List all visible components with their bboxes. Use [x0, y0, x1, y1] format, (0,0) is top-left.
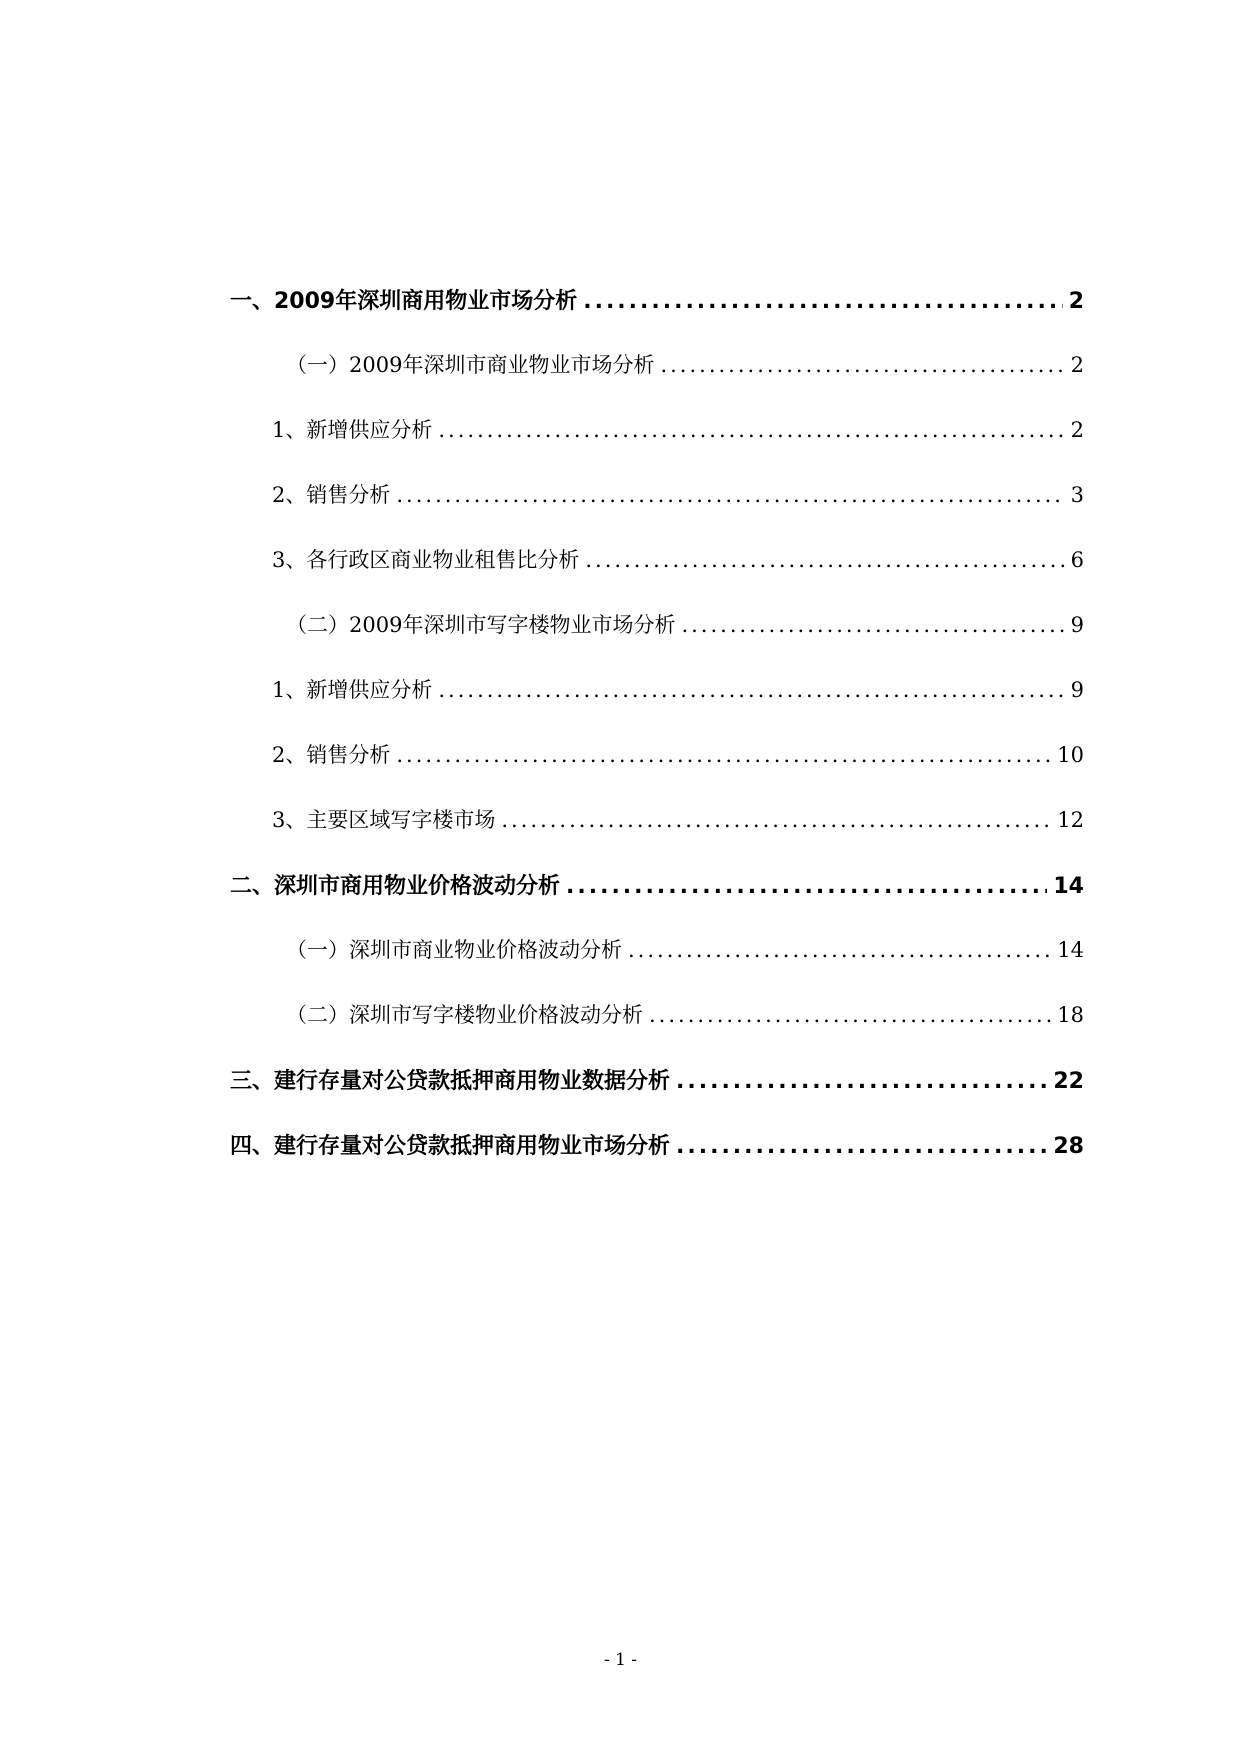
toc-entry-title: 四、建行存量对公贷款抵押商用物业市场分析: [230, 1134, 671, 1159]
toc-entry-title: 2、销售分析: [272, 743, 391, 767]
toc-entry-title: （一）2009年深圳市商业物业市场分析: [286, 353, 655, 377]
toc-entry[interactable]: [230, 284, 1084, 349]
toc-entry[interactable]: [230, 739, 1084, 804]
toc-entry[interactable]: [230, 414, 1084, 479]
toc-dot-leader: [501, 808, 1051, 832]
toc-entry[interactable]: [230, 934, 1084, 999]
toc-entry-page: 9: [1070, 678, 1084, 702]
toc-entry-title: 一、2009年深圳商用物业市场分析: [230, 289, 578, 314]
toc-dot-leader: [585, 548, 1064, 572]
toc-dot-leader: [676, 1069, 1047, 1094]
toc-dot-leader: [438, 678, 1064, 702]
toc-entry-page: 14: [1053, 874, 1084, 899]
toc-entry[interactable]: [230, 349, 1084, 414]
toc-dot-leader: [566, 874, 1047, 899]
toc-entry-page: 9: [1070, 613, 1084, 637]
toc-entry[interactable]: [230, 1064, 1084, 1129]
toc-entry[interactable]: [230, 1129, 1084, 1194]
toc-entry-title: （二）2009年深圳市写字楼物业市场分析: [286, 613, 676, 637]
toc-entry-page: 18: [1057, 1003, 1084, 1027]
toc-entry-page: 14: [1057, 938, 1084, 962]
toc-entry[interactable]: [230, 479, 1084, 544]
toc-entry-title: 1、新增供应分析: [272, 418, 433, 442]
toc-dot-leader: [628, 938, 1051, 962]
toc-entry-page: 28: [1053, 1134, 1084, 1159]
toc-dot-leader: [396, 483, 1064, 507]
toc-entry[interactable]: [230, 869, 1084, 934]
table-of-contents: [230, 284, 1084, 1194]
toc-entry-title: （二）深圳市写字楼物业价格波动分析: [286, 1003, 643, 1027]
toc-entry-title: 2、销售分析: [272, 483, 391, 507]
toc-entry-title: （一）深圳市商业物业价格波动分析: [286, 938, 622, 962]
toc-entry-title: 1、新增供应分析: [272, 678, 433, 702]
toc-dot-leader: [676, 1134, 1047, 1159]
toc-entry-title: 二、深圳市商用物业价格波动分析: [230, 874, 561, 899]
toc-entry[interactable]: [230, 544, 1084, 609]
toc-entry-page: 22: [1053, 1069, 1084, 1094]
toc-entry-title: 3、主要区域写字楼市场: [272, 808, 496, 832]
toc-entry-title: 3、各行政区商业物业租售比分析: [272, 548, 580, 572]
toc-entry-page: 2: [1070, 418, 1084, 442]
page-number: - 1 -: [603, 1650, 638, 1670]
toc-dot-leader: [396, 743, 1051, 767]
toc-entry-page: 3: [1070, 483, 1084, 507]
toc-dot-leader: [649, 1003, 1051, 1027]
toc-entry[interactable]: [230, 999, 1084, 1064]
toc-entry-title: 三、建行存量对公贷款抵押商用物业数据分析: [230, 1069, 671, 1094]
toc-entry[interactable]: [230, 674, 1084, 739]
toc-entry-page: 10: [1057, 743, 1084, 767]
toc-dot-leader: [681, 613, 1064, 637]
toc-entry-page: 2: [1070, 353, 1084, 377]
toc-entry[interactable]: [230, 804, 1084, 869]
toc-entry[interactable]: [230, 609, 1084, 674]
toc-dot-leader: [660, 353, 1064, 377]
toc-entry-page: 6: [1070, 548, 1084, 572]
toc-dot-leader: [438, 418, 1064, 442]
toc-dot-leader: [583, 289, 1062, 314]
toc-entry-page: 2: [1068, 289, 1084, 314]
toc-entry-page: 12: [1057, 808, 1084, 832]
